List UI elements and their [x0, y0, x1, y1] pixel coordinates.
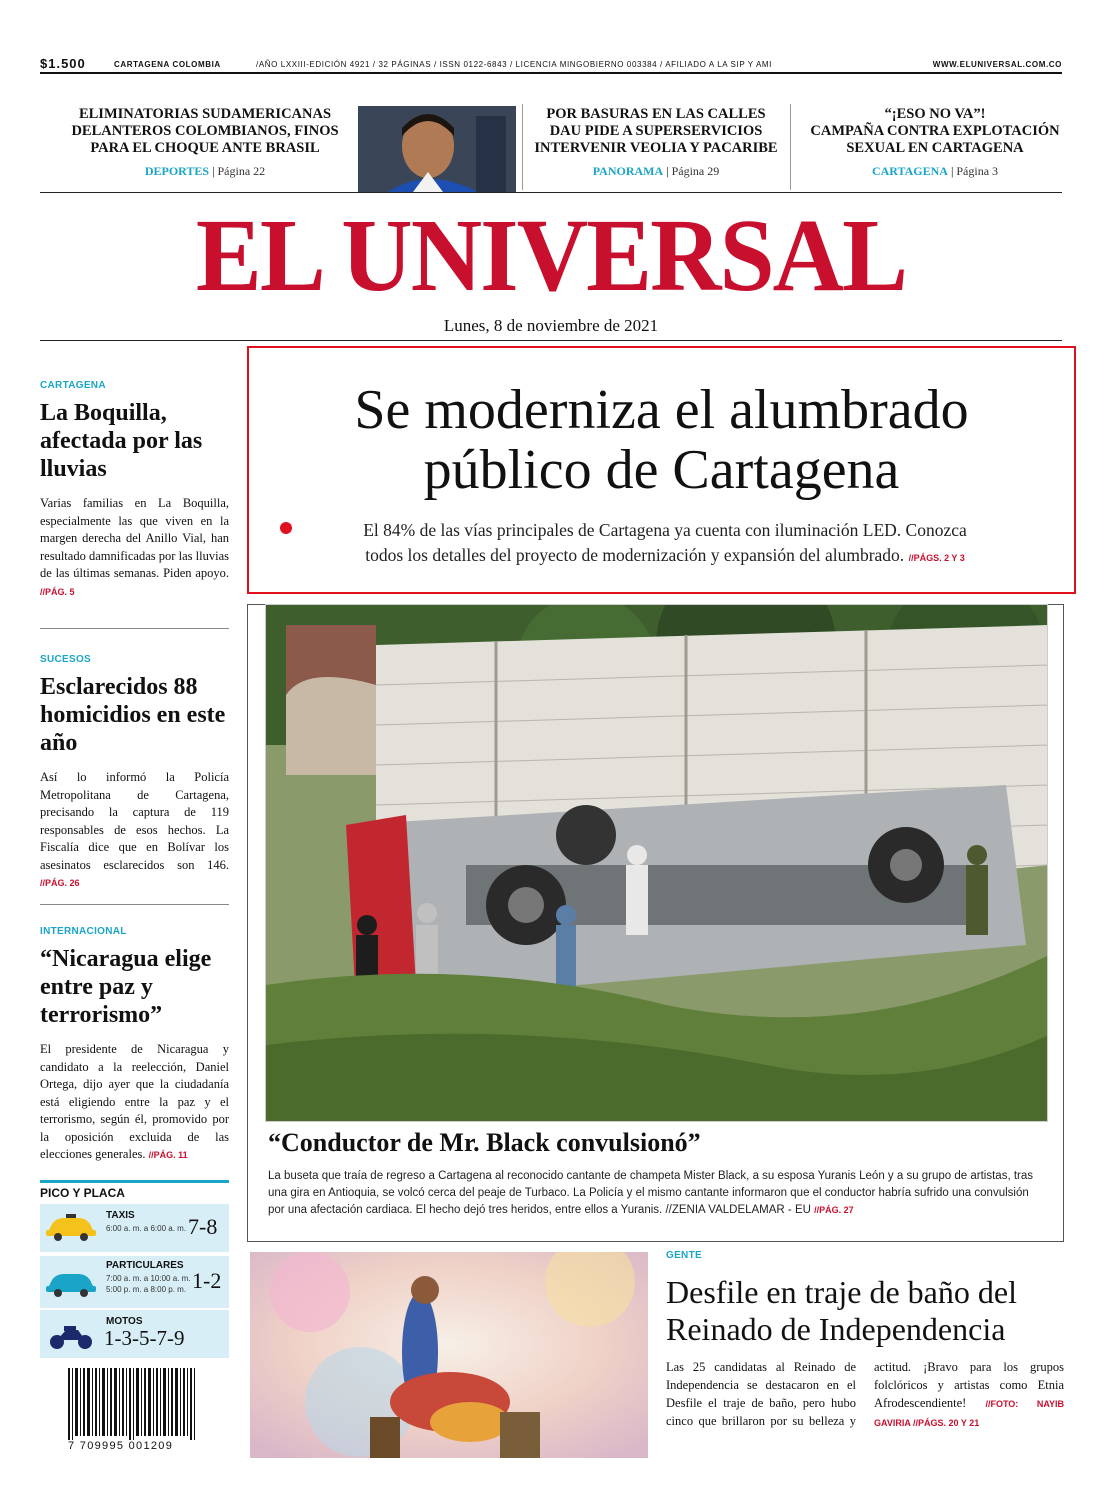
- pico-time: 7:00 a. m. a 10:00 a. m.: [106, 1274, 191, 1283]
- bus-accident-photo: [265, 604, 1048, 1122]
- divider: [40, 340, 1062, 341]
- pico-value: 7-8: [188, 1214, 218, 1239]
- lead-subhead-line: El 84% de las vías principales de Cartagena ya cuenta con iluminación LED. Conozca: [363, 520, 967, 540]
- gente-body: [666, 1358, 1064, 1432]
- gente-headline-line: Desfile en traje de baño del: [666, 1274, 1017, 1310]
- pico-value: 1-2: [192, 1268, 222, 1293]
- pico-title: PICO Y PLACA: [40, 1186, 125, 1200]
- story-kicker: INTERNACIONAL: [40, 926, 127, 937]
- teaser-line: DELANTEROS COLOMBIANOS, FINOS: [71, 123, 339, 139]
- teaser-line: DAU PIDE A SUPERSERVICIOS: [549, 123, 763, 139]
- edition-info: /AÑO LXXIII-EDICIÓN 4921 / 32 PÁGINAS / ISSN 0122-6843 / LICENCIA MINGOBIERNO 003384 / AFILIADO A LA SIP Y AMI: [256, 60, 772, 69]
- divider: [40, 1180, 229, 1183]
- lead-headline-line: Se moderniza el alumbrado: [354, 379, 969, 441]
- city: CARTAGENA COLOMBIA: [114, 60, 221, 69]
- teaser-panorama[interactable]: POR BASURAS EN LAS CALLES DAU PIDE A SUPERSERVICIOS INTERVENIR VEOLIA Y PACARIBE PANORAMA | Página 29: [528, 106, 784, 180]
- lead-subhead: [300, 518, 1030, 571]
- left-story-nicaragua[interactable]: [40, 926, 229, 1165]
- page-ref: //PÁGS. 2 Y 3: [908, 553, 965, 563]
- story-body: Varias familias en La Boquilla, especialmente las que viven en la margen derecha del Anillo Vial, han resultado damnificadas por las lluvias de las últimas semanas. Piden apoyo.: [40, 496, 229, 580]
- teaser-line: SEXUAL EN CARTAGENA: [846, 140, 1024, 156]
- photo-credit: //ZENIA VALDELAMAR - EU: [665, 1204, 811, 1216]
- story-body: Así lo informó la Policía Metropolitana de Cartagena, precisando la captura de 119 responsables de esos hechos. La Fiscalía dice que en Bolívar los asesinatos esclarecidos son 146.: [40, 770, 229, 872]
- teaser-deportes[interactable]: ELIMINATORIAS SUDAMERICANAS DELANTEROS COLOMBIANOS, FINOS PARA EL CHOQUE ANTE BRASIL DEPORTES | Página 22: [60, 106, 350, 180]
- top-meta-line: [40, 58, 1062, 74]
- pico-label: PARTICULARES: [106, 1260, 184, 1271]
- pico-time: 6:00 a. m. a 6:00 a. m.: [106, 1224, 187, 1233]
- story-headline: “Nicaragua elige entre paz y terrorismo”: [40, 946, 212, 1028]
- lead-headline-line: público de Cartagena: [423, 439, 900, 501]
- divider: [40, 904, 229, 905]
- page-ref: //PÁG. 5: [40, 586, 75, 597]
- pico-motos: [40, 1310, 229, 1358]
- left-story-boquilla[interactable]: [40, 380, 229, 601]
- barcode-graphic: [68, 1368, 196, 1440]
- page-ref: //PÁG. 26: [40, 878, 80, 888]
- teaser-line: POR BASURAS EN LAS CALLES: [546, 106, 766, 122]
- teaser-cartagena[interactable]: “¡ESO NO VA”! CAMPAÑA CONTRA EXPLOTACIÓN SEXUAL EN CARTAGENA CARTAGENA | Página 3: [800, 106, 1070, 180]
- website-link[interactable]: WWW.ELUNIVERSAL.COM.CO: [932, 60, 1062, 69]
- teaser-line: INTERVENIR VEOLIA Y PACARIBE: [534, 140, 778, 156]
- teaser-section: CARTAGENA: [871, 164, 948, 178]
- teaser-page: Página 29: [671, 164, 720, 178]
- pico-taxis: [40, 1204, 229, 1252]
- teaser-section: DEPORTES: [144, 164, 210, 178]
- page-ref: //PÁG. 27: [814, 1205, 854, 1215]
- page-ref: //PÁG. 11: [148, 1150, 188, 1160]
- pico-label: MOTOS: [106, 1316, 143, 1327]
- teaser-line: “¡ESO NO VA”!: [884, 106, 986, 122]
- story-headline: La Boquilla, afectada por las lluvias: [40, 400, 203, 482]
- photo-story-headline[interactable]: “Conductor de Mr. Black convulsionó”: [268, 1128, 701, 1157]
- price: $1.500: [40, 56, 86, 71]
- story-kicker: CARTAGENA: [40, 380, 106, 391]
- story-headline: Esclarecidos 88 homicidios en este año: [40, 674, 226, 756]
- teaser-page: Página 3: [956, 164, 999, 178]
- pico-value: 1-3-5-7-9: [104, 1326, 185, 1350]
- bullet-icon: [280, 522, 292, 534]
- story-kicker: SUCESOS: [40, 654, 92, 665]
- teaser-divider: [790, 104, 791, 190]
- pico-time: 5:00 p. m. a 8:00 p. m.: [106, 1285, 187, 1294]
- dateline: Lunes, 8 de noviembre de 2021: [443, 316, 659, 335]
- caption-text: La buseta que traía de regreso a Cartagena al reconocido cantante de champeta Mister Black, a su esposa Yuranis León y a su grupo de artistas, tras una gira en Antioquia, se volcó cerca del peaje de Turbaco. La Policía y el mismo cantante informaron que el conductor habría sufrido una convulsión por una afectación cardiaca. El hecho dejó tres heridos, entre ellos a Yuranis.: [268, 1170, 1034, 1216]
- lead-headline[interactable]: [247, 380, 1076, 500]
- lead-subhead-line: todos los detalles del proyecto de modernización y expansión del alumbrado.: [365, 545, 905, 565]
- masthead-title: EL UNIVERSAL: [195, 198, 907, 313]
- gente-headline[interactable]: [666, 1274, 1066, 1348]
- story-body: Las 25 candidatas al Reinado de Independencia se destacaron en el Desfile el traje de baño, pero hubo cinco que brillaron por su belleza y actitud. ¡Bravo para los grupos folclóricos y artistas como Etnia Afrodescendiente!: [666, 1360, 1064, 1428]
- teaser-player-photo: [358, 106, 516, 192]
- teaser-section: PANORAMA: [592, 164, 664, 178]
- motorcycle-icon: [48, 1322, 94, 1350]
- left-story-homicidios[interactable]: [40, 654, 229, 893]
- gente-headline-line: Reinado de Independencia: [666, 1311, 1006, 1347]
- teaser-divider: [522, 104, 523, 190]
- taxi-icon: [44, 1214, 98, 1242]
- photo-story-caption: [268, 1168, 1038, 1219]
- page-ref: //FOTO: NAYIB GAVIRIA //PÁGS. 20 Y 21: [874, 1399, 1064, 1428]
- teaser-line: PARA EL CHOQUE ANTE BRASIL: [90, 140, 320, 156]
- parade-photo: [250, 1252, 648, 1458]
- car-icon: [44, 1270, 98, 1298]
- divider: [40, 628, 229, 629]
- teaser-line: CAMPAÑA CONTRA EXPLOTACIÓN: [810, 123, 1060, 139]
- teaser-line: ELIMINATORIAS SUDAMERICANAS: [78, 106, 332, 122]
- pico-label: TAXIS: [106, 1210, 135, 1221]
- divider: [40, 192, 1062, 193]
- story-kicker: GENTE: [666, 1250, 702, 1261]
- story-body: El presidente de Nicaragua y candidato a la reelección, Daniel Ortega, dijo ayer que la ciudadanía está eligiendo entre la paz y el terrorismo, según él, promovido por la oposición excluida de las elecciones generales.: [40, 1042, 229, 1161]
- teaser-page: Página 22: [217, 164, 266, 178]
- barcode-number: 7 709995 001209: [68, 1440, 174, 1452]
- pico-particulares: [40, 1256, 229, 1308]
